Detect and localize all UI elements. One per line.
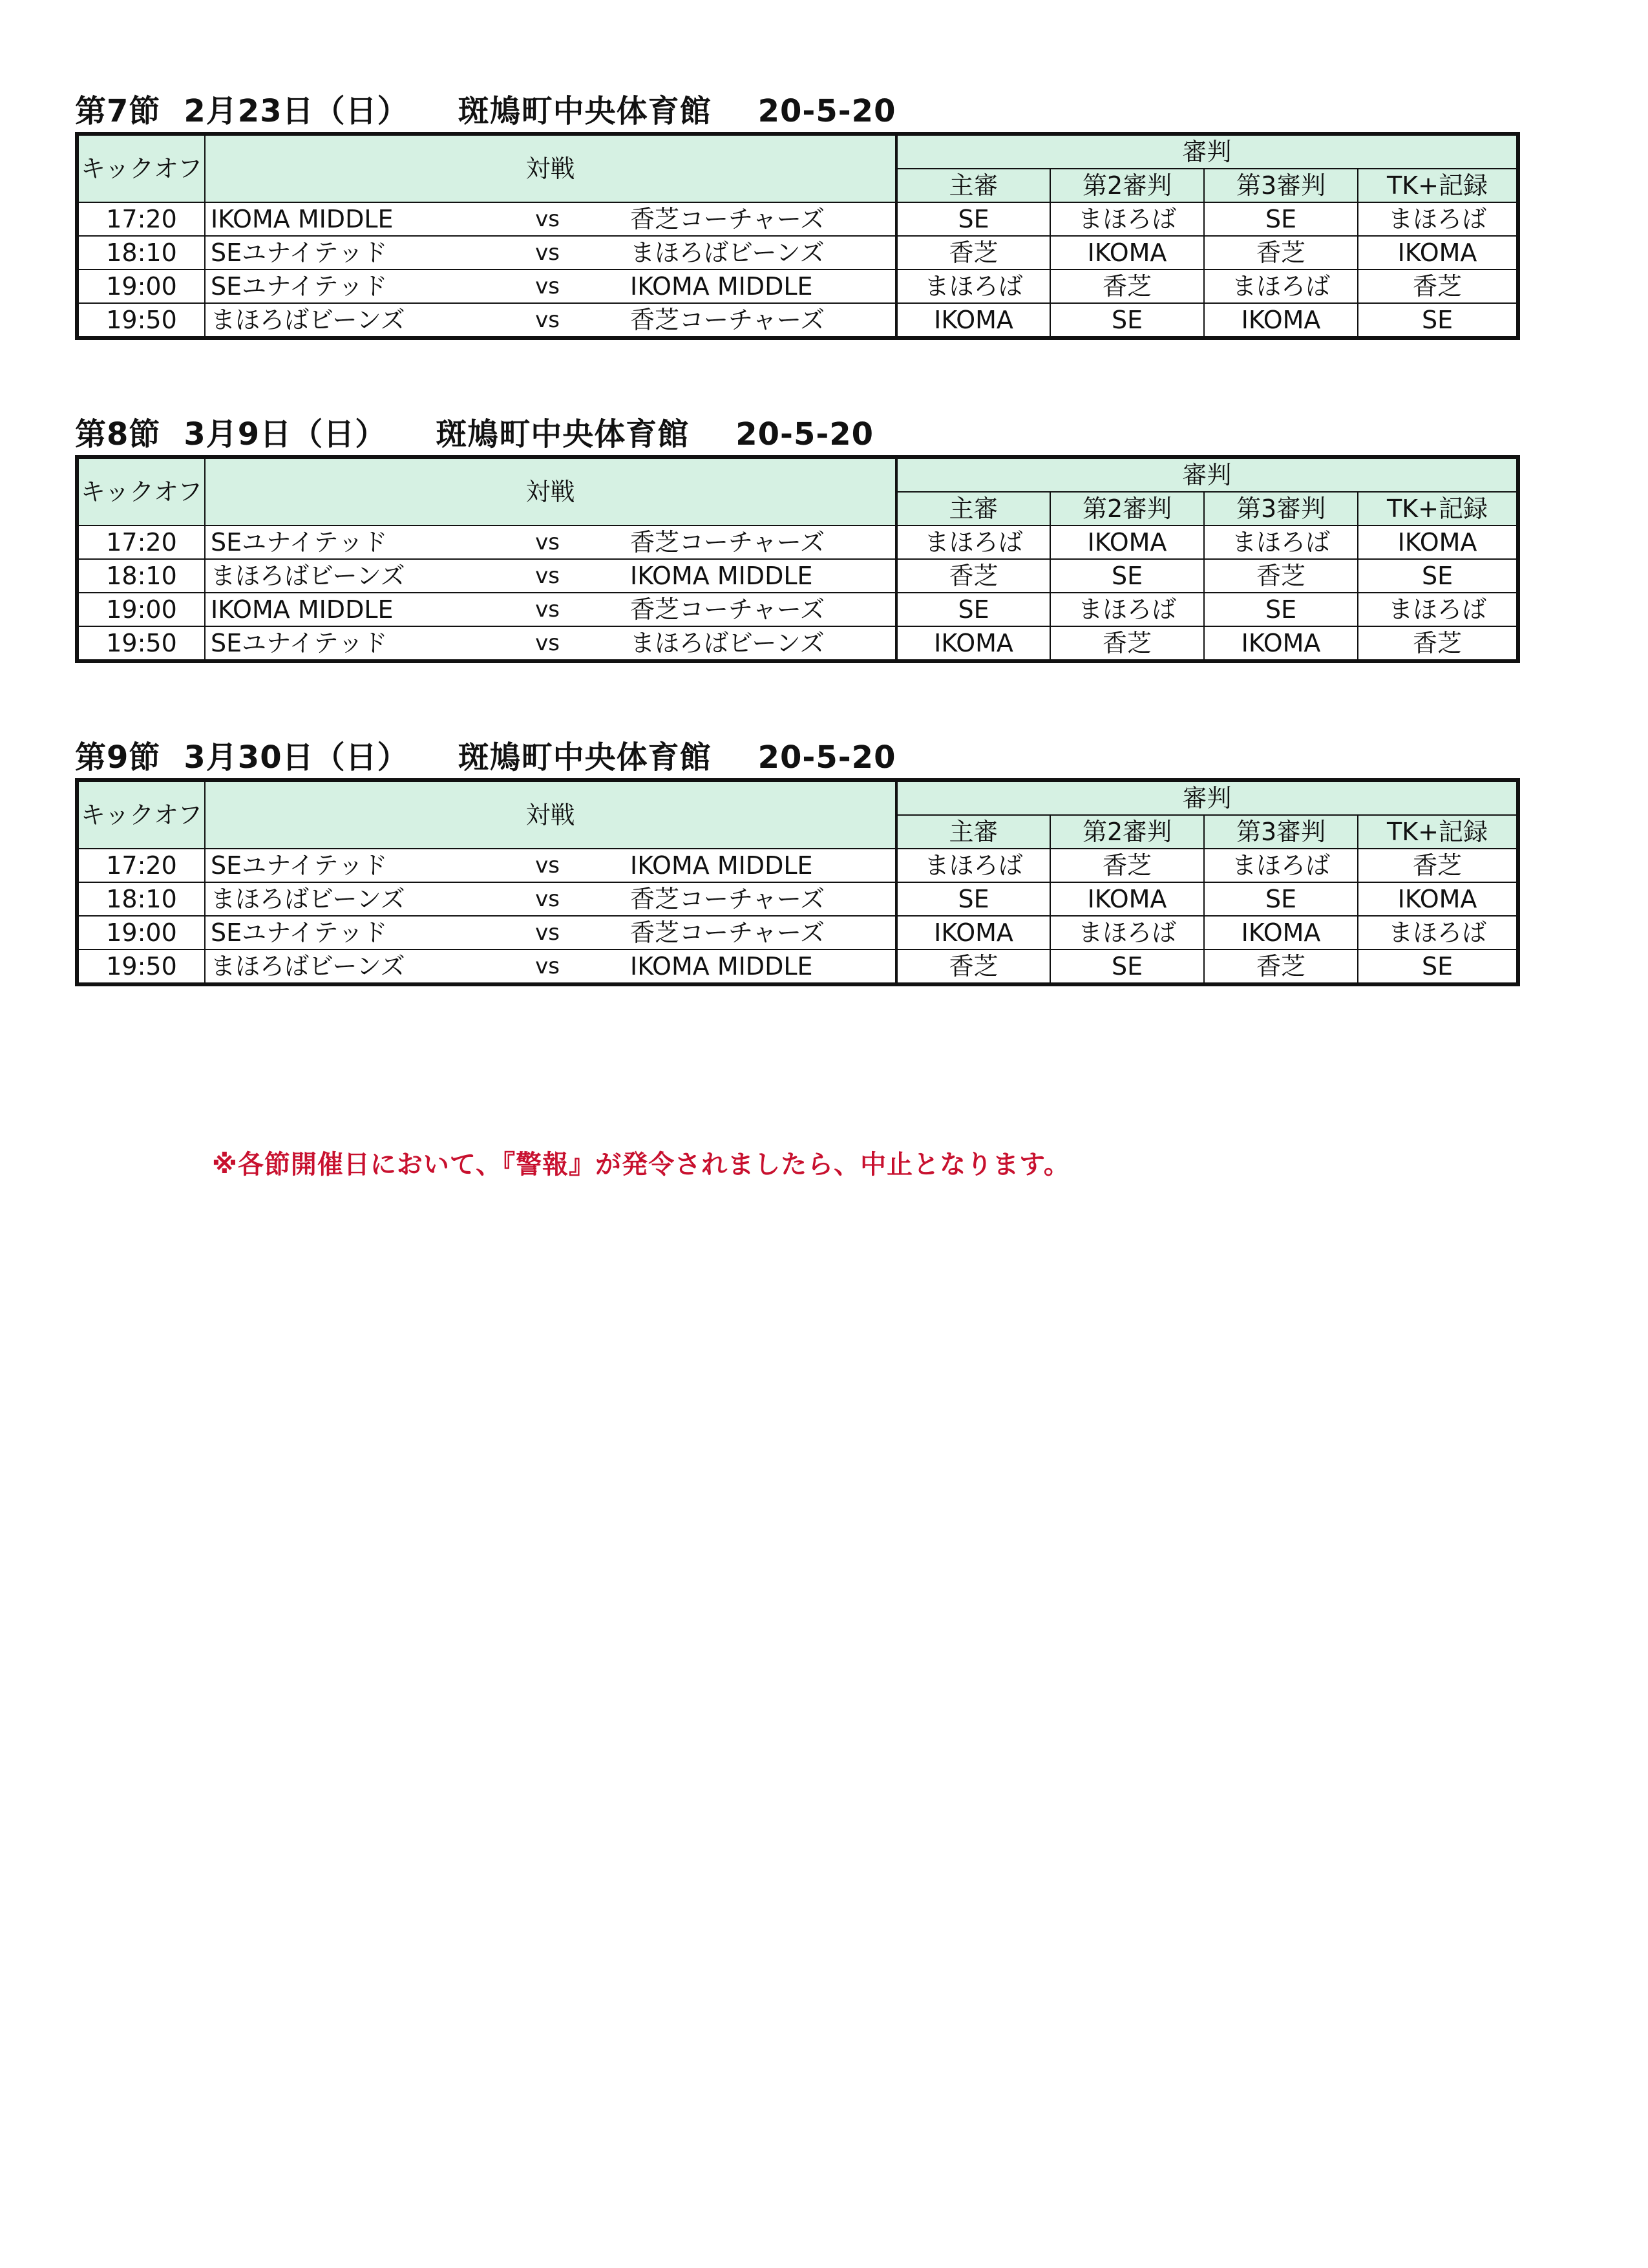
schedule-table — [75, 132, 1520, 340]
main-referee: 香芝 — [896, 236, 1050, 270]
venue-name: 斑鳩町中央体育館 — [436, 416, 690, 452]
court-code: 20-5-20 — [735, 416, 874, 452]
round-section — [75, 414, 1516, 663]
table-row — [77, 849, 1518, 882]
second-referee-header: 第2審判 — [1050, 492, 1204, 525]
home-team: SEユナイテッド — [205, 916, 470, 949]
table-row — [77, 949, 1518, 984]
table-row — [77, 559, 1518, 593]
second-referee: まほろば — [1050, 916, 1204, 949]
second-referee: SE — [1050, 559, 1204, 593]
versus-label: vs — [470, 593, 625, 626]
kickoff-time: 17:20 — [77, 849, 205, 882]
venue-name: 斑鳩町中央体育館 — [458, 739, 712, 776]
round-date: 2月23日（日） — [184, 93, 409, 129]
table-row — [77, 882, 1518, 916]
home-team: IKOMA MIDDLE — [205, 593, 470, 626]
kickoff-time: 18:10 — [77, 559, 205, 593]
second-referee: IKOMA — [1050, 525, 1204, 559]
away-team: IKOMA MIDDLE — [625, 949, 896, 984]
timekeeper: まほろば — [1358, 916, 1518, 949]
table-row — [77, 626, 1518, 661]
timekeeper: 香芝 — [1358, 626, 1518, 661]
timekeeper: SE — [1358, 303, 1518, 338]
home-team: SEユナイテッド — [205, 626, 470, 661]
timekeeper: SE — [1358, 559, 1518, 593]
home-team: SEユナイテッド — [205, 270, 470, 303]
versus-label: vs — [470, 303, 625, 338]
kickoff-time: 19:00 — [77, 270, 205, 303]
away-team: まほろばビーンズ — [625, 626, 896, 661]
match-header: 対戦 — [205, 134, 896, 202]
kickoff-time: 19:50 — [77, 949, 205, 984]
timekeeper: まほろば — [1358, 202, 1518, 236]
court-code: 20-5-20 — [757, 93, 896, 129]
table-row — [77, 270, 1518, 303]
second-referee: SE — [1050, 303, 1204, 338]
kickoff-time: 18:10 — [77, 882, 205, 916]
away-team: IKOMA MIDDLE — [625, 270, 896, 303]
kickoff-header: キックオフ — [77, 457, 205, 525]
second-referee-header: 第2審判 — [1050, 169, 1204, 202]
table-row — [77, 916, 1518, 949]
main-referee: IKOMA — [896, 626, 1050, 661]
versus-label: vs — [470, 949, 625, 984]
away-team: 香芝コーチャーズ — [625, 916, 896, 949]
third-referee-header: 第3審判 — [1204, 815, 1358, 849]
round-number: 第8節 — [75, 416, 161, 452]
home-team: まほろばビーンズ — [205, 882, 470, 916]
kickoff-time: 19:00 — [77, 593, 205, 626]
table-row — [77, 303, 1518, 338]
home-team: まほろばビーンズ — [205, 559, 470, 593]
match-header: 対戦 — [205, 457, 896, 525]
timekeeper-header: TK+記録 — [1358, 492, 1518, 525]
main-referee: IKOMA — [896, 916, 1050, 949]
main-referee: SE — [896, 593, 1050, 626]
third-referee: SE — [1204, 882, 1358, 916]
away-team: まほろばビーンズ — [625, 236, 896, 270]
versus-label: vs — [470, 236, 625, 270]
kickoff-time: 19:50 — [77, 626, 205, 661]
main-referee: IKOMA — [896, 303, 1050, 338]
second-referee: IKOMA — [1050, 236, 1204, 270]
round-section — [75, 737, 1516, 986]
referee-header: 審判 — [896, 457, 1518, 492]
third-referee: 香芝 — [1204, 949, 1358, 984]
main-referee-header: 主審 — [896, 492, 1050, 525]
second-referee: 香芝 — [1050, 626, 1204, 661]
venue-name: 斑鳩町中央体育館 — [458, 93, 712, 129]
main-referee: まほろば — [896, 525, 1050, 559]
away-team: 香芝コーチャーズ — [625, 202, 896, 236]
timekeeper: 香芝 — [1358, 849, 1518, 882]
versus-label: vs — [470, 202, 625, 236]
third-referee: まほろば — [1204, 270, 1358, 303]
kickoff-time: 18:10 — [77, 236, 205, 270]
kickoff-header: キックオフ — [77, 134, 205, 202]
round-heading — [75, 414, 1516, 455]
second-referee: 香芝 — [1050, 270, 1204, 303]
round-date: 3月30日（日） — [184, 739, 409, 776]
round-heading — [75, 90, 1516, 132]
timekeeper: SE — [1358, 949, 1518, 984]
kickoff-time: 19:50 — [77, 303, 205, 338]
court-code: 20-5-20 — [757, 739, 896, 776]
third-referee: まほろば — [1204, 849, 1358, 882]
third-referee: SE — [1204, 593, 1358, 626]
second-referee: SE — [1050, 949, 1204, 984]
away-team: 香芝コーチャーズ — [625, 882, 896, 916]
main-referee: SE — [896, 882, 1050, 916]
referee-header: 審判 — [896, 134, 1518, 169]
timekeeper: IKOMA — [1358, 525, 1518, 559]
round-heading — [75, 737, 1516, 778]
table-row — [77, 236, 1518, 270]
versus-label: vs — [470, 626, 625, 661]
home-team: まほろばビーンズ — [205, 303, 470, 338]
versus-label: vs — [470, 559, 625, 593]
versus-label: vs — [470, 849, 625, 882]
away-team: IKOMA MIDDLE — [625, 559, 896, 593]
third-referee: まほろば — [1204, 525, 1358, 559]
home-team: SEユナイテッド — [205, 236, 470, 270]
third-referee-header: 第3審判 — [1204, 169, 1358, 202]
home-team: まほろばビーンズ — [205, 949, 470, 984]
kickoff-time: 17:20 — [77, 202, 205, 236]
third-referee: 香芝 — [1204, 559, 1358, 593]
third-referee: IKOMA — [1204, 303, 1358, 338]
third-referee: SE — [1204, 202, 1358, 236]
home-team: SEユナイテッド — [205, 525, 470, 559]
away-team: 香芝コーチャーズ — [625, 593, 896, 626]
main-referee: まほろば — [896, 849, 1050, 882]
second-referee: 香芝 — [1050, 849, 1204, 882]
main-referee: 香芝 — [896, 559, 1050, 593]
third-referee: IKOMA — [1204, 916, 1358, 949]
third-referee-header: 第3審判 — [1204, 492, 1358, 525]
versus-label: vs — [470, 882, 625, 916]
versus-label: vs — [470, 916, 625, 949]
referee-header: 審判 — [896, 780, 1518, 815]
round-number: 第9節 — [75, 739, 161, 776]
table-row — [77, 593, 1518, 626]
kickoff-time: 17:20 — [77, 525, 205, 559]
second-referee: まほろば — [1050, 593, 1204, 626]
versus-label: vs — [470, 525, 625, 559]
round-number: 第7節 — [75, 93, 161, 129]
main-referee: まほろば — [896, 270, 1050, 303]
schedule-table — [75, 778, 1520, 986]
match-header: 対戦 — [205, 780, 896, 849]
timekeeper-header: TK+記録 — [1358, 815, 1518, 849]
away-team: 香芝コーチャーズ — [625, 525, 896, 559]
timekeeper: 香芝 — [1358, 270, 1518, 303]
home-team: IKOMA MIDDLE — [205, 202, 470, 236]
away-team: 香芝コーチャーズ — [625, 303, 896, 338]
table-row — [77, 202, 1518, 236]
away-team: IKOMA MIDDLE — [625, 849, 896, 882]
third-referee: 香芝 — [1204, 236, 1358, 270]
main-referee: 香芝 — [896, 949, 1050, 984]
timekeeper: IKOMA — [1358, 882, 1518, 916]
table-row — [77, 525, 1518, 559]
round-date: 3月9日（日） — [184, 416, 387, 452]
cancellation-note: ※各節開催日において、『警報』が発令されましたら、中止となります。 — [212, 1150, 1070, 1180]
home-team: SEユナイテッド — [205, 849, 470, 882]
versus-label: vs — [470, 270, 625, 303]
main-referee-header: 主審 — [896, 815, 1050, 849]
kickoff-header: キックオフ — [77, 780, 205, 849]
round-section — [75, 90, 1516, 340]
second-referee: IKOMA — [1050, 882, 1204, 916]
kickoff-time: 19:00 — [77, 916, 205, 949]
second-referee: まほろば — [1050, 202, 1204, 236]
timekeeper: まほろば — [1358, 593, 1518, 626]
main-referee: SE — [896, 202, 1050, 236]
second-referee-header: 第2審判 — [1050, 815, 1204, 849]
main-referee-header: 主審 — [896, 169, 1050, 202]
timekeeper-header: TK+記録 — [1358, 169, 1518, 202]
schedule-table — [75, 455, 1520, 663]
timekeeper: IKOMA — [1358, 236, 1518, 270]
third-referee: IKOMA — [1204, 626, 1358, 661]
